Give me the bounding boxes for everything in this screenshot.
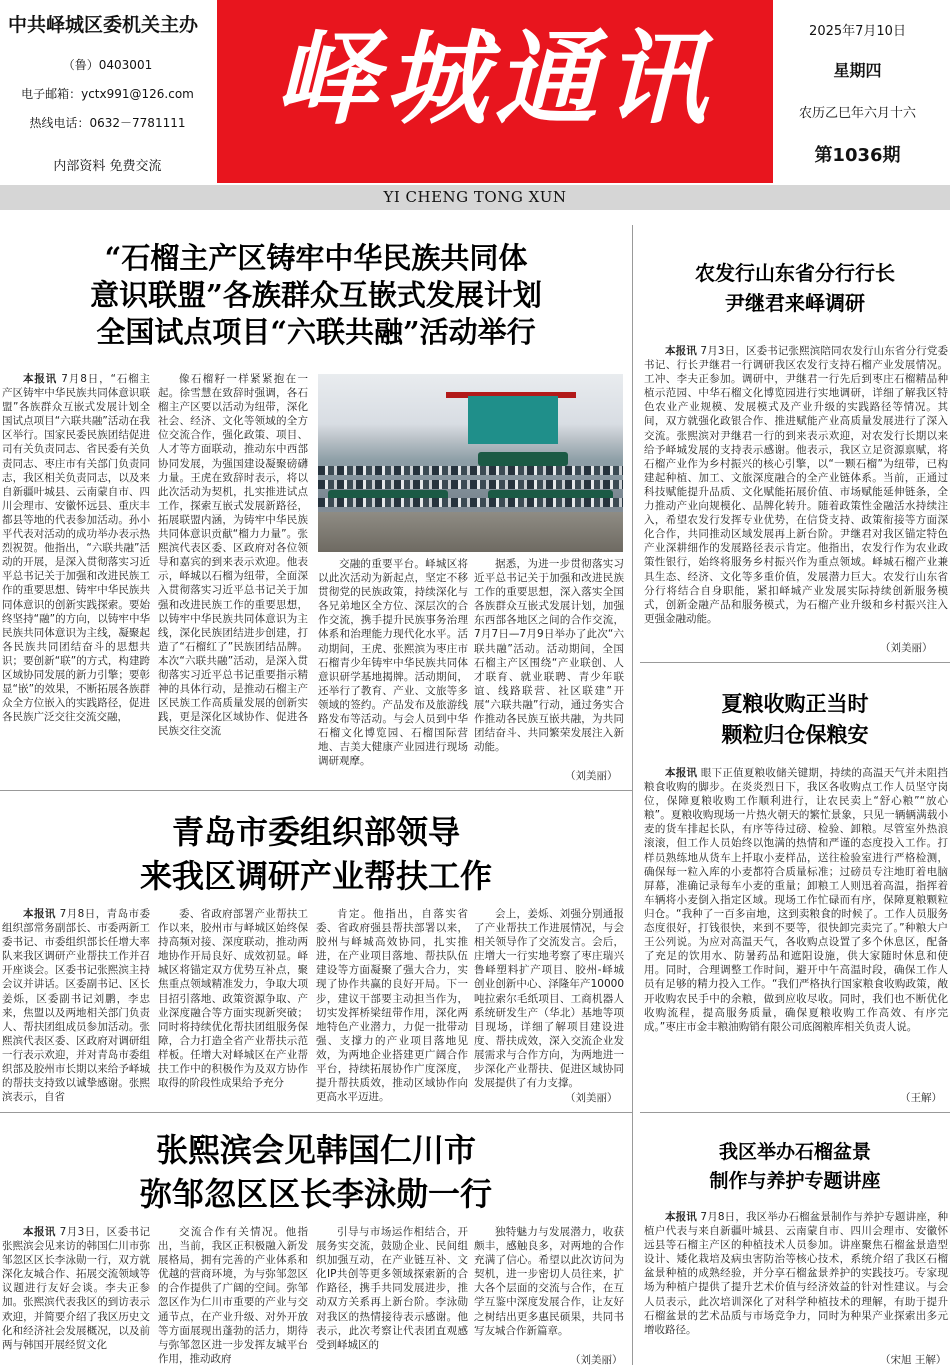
article4-text3: 肯定。他指出，自落实省委、省政府强县帮扶部署以来，胶州与峄城高效协同，扎实推进，在产业项目落地、帮扶队伍建设等方面凝聚了强大合力，实现了协作共赢的良好开局。下一步，建议干部要主动担当作为，切实发挥桥梁纽带作用，深化两地特色产业潜力，力促一批带动强、支撑力的产业项目落地见效，为两地企业搭建更广阔合作平台，持续拓展协作广度深度，提升帮扶质效，推动区域协作向更高水平迈进。: [316, 908, 468, 1104]
email-line: 电子邮箱：yctx991@126.com: [21, 87, 194, 101]
weekday: 星期四: [833, 61, 882, 80]
article4-headline-line2: 来我区调研产业帮扶工作: [139, 857, 492, 895]
newspaper-logo: 峄城通讯: [275, 19, 715, 139]
article4-text2: 委、省政府部署产业帮扶工作以来，胶州市与峄城区始终保持高频对接、深度联动，推动两地协作开局良好、成效初显。峄城区将锚定双方优势互补点，聚焦重点领域精准发力，争取大项目招引落地、政策资源争取、产业深度融合等方面实现新突破；同时将持续优化帮扶团组服务保障，合力打造全省产业帮扶示范样板。任增大对峄城区在产业帮扶工作中的积极作为及双方协作取得的阶段性成果给予充分: [158, 908, 308, 1090]
article3-headline-line2: 颗粒归仓保粮安: [721, 722, 869, 747]
article1-col3: [318, 557, 468, 782]
registration-number: （鲁）0403001: [62, 58, 153, 72]
article5-text1: 7月3日，区委书记张熙滨会见来访的韩国仁川市弥邹忽区区长李泳勋一行，双方就深化友城合作、拓展交流领域等议题进行友好会谈。李夫正参加。张熙滨代表我区的到访表示欢迎，并简要介绍了我区历史文化和经济社会发展概况，以及前两与韩国开展经贸文化: [2, 1226, 150, 1351]
issue-date: 2025年7月10日: [809, 24, 906, 39]
masthead-logo-block: [217, 0, 773, 183]
article6-body: [644, 1210, 948, 1350]
article5-byline: （刘美丽）: [570, 1354, 623, 1366]
article2-headline-line1: 农发行山东省分行行长: [695, 261, 895, 285]
article3-byline: （王解）: [900, 1092, 942, 1104]
article1-headline-line1: “石榴主产区铸牢中华民族共同体: [104, 241, 528, 275]
conference-photo: [318, 374, 623, 552]
article1-byline: （刘美丽）: [565, 770, 618, 782]
masthead-right: [775, 0, 950, 185]
article4-col2: [158, 907, 308, 1105]
article3-body: [644, 766, 948, 1086]
article1-text2: 像石榴籽一样紧紧抱在一起。徐雪慧在致辞时强调，各石榴主产区要以活动为纽带，深化社会、经济、文化等领域的全方位交流合作，强化政策、项目、人才等方面联动，推动东中西部协同发展，为强国建设凝聚磅礴力量。王虎在致辞时表示，将以此次活动为契机，扎实推进试点工作，探索互嵌式发展新路径，拓展联盟内涵，为铸牢中华民族共同体意识贡献“榴力力量”。张熙滨代表区委、区政府对各位领导和嘉宾的到来表示欢迎。他表示，峄城以石榴为纽带，全面深入贯彻落实习近平总书记关于加强和改进民族工作的重要思想，以铸牢中华民族共同体意识为主线，深化民族团结进步创建，打造了“石榴红了”民族团结品牌。本次“六联共融”活动，是深入贯彻落实习近平总书记重要指示精神的具体行动，是推动石榴主产区民族工作高质量发展的创新实践，更是深化区域协作、促进各民族交往交流: [158, 373, 308, 738]
column-divider: [632, 225, 633, 1365]
article1-text1: 7月8日，“石榴主产区铸牢中华民族共同体意识联盟”各族群众互嵌式发展计划全国试点项目“六联共融”活动在我区举行。国家民委民族团结促进司有关负责同志、省民委有关负责同志、枣庄市有关部门负责同志，我区相关负责同志，以及来自新疆叶城县、云南蒙自市、四川会理市、安徽怀远县、重庆丰都县等地的代表参加活动。孙小平代表对活动的成功举办表示热烈祝贺。他指出，“六联共融”活动的开展，是深入贯彻落实习近平总书记关于加强和改进民族工作的重要思想、铸牢中华民族共同体意识的创新实践探索。要始终坚持“融”的方向，以铸牢中华民族共同体意识为主线，凝聚起各民族共同团结奋斗的思想共识；要创新“联”的方式，构建跨区域协同发展的新力引擎；要彰显“嵌”的效果，不断拓展各族群众全方位嵌入的实践路径，促进各民族广泛交往交流交融，: [2, 373, 150, 724]
article6-headline-line1: 我区举办石榴盆景: [718, 1141, 871, 1163]
article4-col4: [474, 907, 624, 1090]
article3-lead: 本报讯: [665, 767, 698, 779]
article6-lead: 本报讯: [665, 1211, 697, 1223]
article4-col1: [2, 907, 150, 1105]
article2-byline: （刘美丽）: [880, 642, 933, 654]
article4-byline: （刘美丽）: [565, 1092, 618, 1104]
divider-1: [0, 790, 632, 791]
article4-headline-line1: 青岛市委组织部领导: [171, 813, 460, 851]
article5-col3: [316, 1225, 468, 1365]
article5-text4: 独特魅力与发展潜力，收获颇丰，感触良多，对两地的合作充满了信心。希望以此次访问为契机，进一步密切人员往来，扩大各个层面的交流与合作，在互学互鉴中深度发展合作，让友好之树结出更多惠民硕果，共同书写友城合作新篇章。: [474, 1226, 624, 1337]
article3-headline-line1: 夏粮收购正当时: [721, 691, 869, 716]
article4-lead: 本报讯: [23, 908, 56, 920]
pinyin-title: YI CHENG TONG XUN: [383, 188, 567, 206]
article4-headline: [0, 810, 632, 898]
pinyin-bar: [0, 185, 950, 210]
issue-number: 第1036期: [814, 145, 901, 166]
article5-headline-line1: 张熙滨会见韩国仁川市: [155, 1131, 476, 1169]
article3-headline: [640, 688, 950, 750]
lunar-date: 农历乙巳年六月十六: [798, 106, 916, 121]
sponsor-org: 中共峄城区委机关主办: [8, 14, 199, 36]
divider-right-2: [640, 1112, 950, 1113]
article5-col2: [158, 1225, 308, 1365]
divider-2: [0, 1112, 632, 1113]
internal-note: 内部资料 免费交流: [53, 159, 162, 174]
article6-byline: （宋旭 王解）: [880, 1354, 947, 1366]
article4-col3: [316, 907, 468, 1105]
article6-headline-line2: 制作与养护专题讲座: [709, 1170, 881, 1192]
article1-headline-line3: 全国试点项目“六联共融”活动举行: [96, 315, 536, 349]
masthead-left: [0, 0, 215, 185]
article2-headline-line2: 尹继君来峄调研: [725, 291, 865, 315]
article4-text1: 7月8日，青岛市委组织部常务副部长、市委两新工委书记、市委组织部长任增大率队来我区调研产业帮扶工作并召开座谈会。区委书记张熙滨主持会议并讲话。区委副书记、区长姜烁，区委副书记刘鹏，李忠来，焦盟以及两地相关部门负责人、帮扶团组成员参加活动。张熙滨代表区委、区政府对调研组一行表示欢迎，并对青岛市委组织部及胶州市长期以来给予峄城的帮扶支持致以诚挚感谢。张熙滨表示，自省: [2, 908, 150, 1104]
divider-right-1: [640, 662, 950, 663]
article1-text3: 交融的重要平台。峄城区将以此次活动为新起点，坚定不移贯彻党的民族政策，持续深化与各兄弟地区全方位、深层次的合作交流，携手提升民族事务治理体系和治理能力现代化水平。活动期间，王虎、张熙滨为枣庄市石榴青少年铸牢中华民族共同体意识研学基地揭牌。活动期间，还举行了教育、产业、文旅等多领域的签约。产品发布及旅游线路发布等活动。与会人员到中华石榴文化博览园、石榴国际营地、吉美大健康产业园进行现场调研观摩。: [318, 558, 468, 768]
article2-headline: [640, 258, 950, 318]
article5-headline: [0, 1128, 632, 1216]
hotline-line: 热线电话：0632－7781111: [29, 116, 186, 130]
article1-text4: 据悉，为进一步贯彻落实习近平总书记关于加强和改进民族工作的重要思想，深入落实全国各族群众互嵌式发展计划，加强东西部各地区之间的合作交流，7月7日—7月9日举办了此次“六联共融”活动。活动期间，全国石榴主产区围绕“产业联创、人才联育、就业联聘、青少年联谊、线路联营、社区联建”开展“六联共融”行动，通过务实合作推动各民族互嵌共融，为共同团结奋斗、共同繁荣发展注入新动能。: [474, 558, 624, 754]
article1-col1: [2, 372, 150, 782]
article6-text: 7月8日，我区举办石榴盆景制作与养护专题讲座，种植户代表与来自新疆叶城县、云南蒙自市、四川会理市、安徽怀远县等石榴主产区的种植技术人员参加。讲座聚焦石榴盆景造型设计、矮化栽培及病虫害防治等核心技术，系统介绍了我区石榴盆景种植的成熟经验，并分享石榴盆景养护的实践技巧。专家现场为种植户提供了提升艺术价值与经济效益的针对性建议。与会人员表示，此次培训深化了对科学种植技术的理解，有助于提升石榴盆景的艺术品质与市场竞争力，同时为种果产业探索出多元增收路径。: [644, 1211, 948, 1336]
article4-text4: 会上，姜烁、刘强分别通报了产业帮扶工作进展情况，与会相关领导作了交流发言。会后，庄增大一行实地考察了枣庄瑞兴鲁峄塑料扩产项目、胶州-峄城创业创新中心、泽隆年产10000吨拉索尔毛纸项目、工商机器人系统研发生产（华北）基地等项目现场，详细了解项目建设进度、帮扶成效，深入交流企业发展需求与合作方向，为两地进一步深化产业帮扶、促进区域协同发展提供了有力支撑。: [474, 908, 624, 1090]
article1-col2: [158, 372, 308, 782]
article2-body: [644, 344, 948, 636]
article1-lead: 本报讯: [23, 373, 58, 385]
article5-text3: 引导与市场运作相结合，开展务实交流，鼓励企业、民间组织加强互动，在产业链互补、文化IP共创等更多领域探索新的合作路径，携手共同发展进步，推动双方关系再上新台阶。李泳勋对我区的热情接待表示感谢。他表示，此次考察让代表团直观感受到峄城区的: [316, 1226, 468, 1351]
article5-lead: 本报讯: [23, 1226, 56, 1238]
article3-text: 眼下正值夏粮收储关键期，持续的高温天气并未阻挡粮食收购的脚步。在炎炎烈日下，我区各收购点工作人员坚守岗位，保障夏粮收购工作顺利进行，让农民卖上“舒心粮”“放心粮”。夏粮收购现场一片热火朝天的繁忙景象，只见一辆辆满载小麦的货车排起长队，有序等待过磅、检验、卸粮。尽管室外热浪滚滚，但工作人员始终以饱满的热情和严谨的态度投入工作。打样员熟练地从货车上扦取小麦样品，送往检验室进行严格检测，确保每一粒入库的小麦都符合质量标准；过磅员专注地盯着电脑屏幕，准确记录每车小麦的重量；卸粮工人则迅着高温，指挥着车辆将小麦倒入指定区域。现场工作忙碌而有序，保障夏粮颗粒归仓。“我种了一百多亩地，这到卖粮食的时候了。工作人员服务态度很好，打钱很快，来到不要等，很快卸完卖完了。”种粮大户王公列说。为应对高温天气，各收购点设置了多个休息区，配备了充足的饮用水、防暑药品和遮阳设施，供大家随时休息和使用。同时，合理调整工作时间，避开中午高温时段，确保工作人员有足够的精力投入工作。“我们严格执行国家粮食收购政策，敞开收购农民手中的余粮，做到应收尽收。同时，我们也不断优化收购流程，提高服务质量，确保夏粮收购工作高效、有序完成。”枣庄市金丰粮油购销有限公司底阁粮库相关负责人说。: [644, 767, 948, 1033]
article5-col1: [2, 1225, 150, 1365]
article5-text2: 交流合作有关情况。他指出，当前，我区正积极融入新发展格局，拥有完善的产业体系和优越的营商环境，为与弥邹忽区的合作提供了广阔的空间。弥邹忽区作为仁川市重要的产业与交通节点，在产业升级、对外开放等方面展现出蓬勃的活力，期待与弥邹忽区进一步发挥友城平台作用，推动政府: [158, 1226, 308, 1365]
article2-lead: 本报讯: [665, 345, 697, 357]
article2-text: 7月3日，区委书记张熙滨陪同农发行山东省分行党委书记、行长尹继君一行调研我区农发行支持石榴产业发展情况。工冲、李夫正参加。调研中，尹继君一行先后到枣庄石榴精品种植示范园、中华石榴文化博览园进行实地调研，详细了解我区特色农业产业规模、发展模式及产业升级的实践路径等情况。其间，双方就强化政银合作、推进赋能产业高质量发展进行了深入交流。张熙滨对尹继君一行的到来表示欢迎，对农发行长期以来给予峄城发展的支持表示感谢。他表示，我区立足资源禀赋，将石榴产业作为乡村振兴的核心引擎，以“一颗石榴”为纽带，已构建起种植、加工、文旅深度融合的全产业链体系。当前，正通过科技赋能提升品质、文化赋能拓展价值、市场赋能延伸链条，全力推动产业向规模化、品牌化转升。随着政策性金融活水持续注入，希望农发行发挥专业优势，在信贷支持、政策衔接等方面深化合作，共同推动区域发展再上新台阶。尹继君对我区锚定特色产业深耕细作的发展路径表示肯定。他指出，农发行作为农业政策性银行，始终将服务乡村振兴作为重点领域。峄城石榴产业兼具生态、经济、文化等多重价值，发展潜力巨大。农发行山东省分行将结合自身职能，紧扣峄城产业发展实际持续创新服务模式，创新金融产品和服务模式，为石榴产业升级和乡村振兴注入更强金融动能。: [644, 345, 948, 625]
article5-headline-line2: 弥邹忽区区长李泳勋一行: [139, 1175, 492, 1213]
article1-headline: [0, 240, 632, 351]
article6-headline: [640, 1138, 950, 1196]
article5-col4: [474, 1225, 624, 1350]
article1-headline-line2: 意识联盟”各族群众互嵌式发展计划: [90, 278, 542, 312]
article1-col4: [474, 557, 624, 767]
